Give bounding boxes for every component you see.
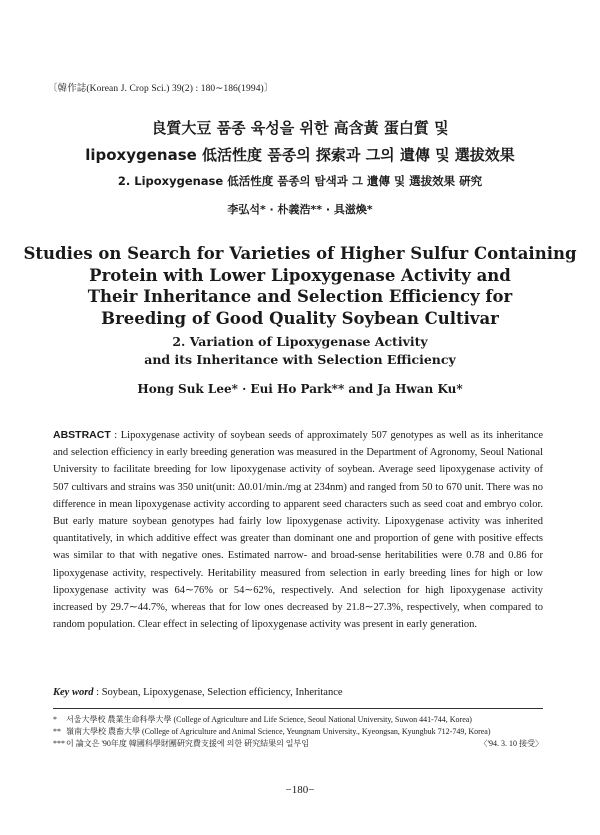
korean-title-line-1: 良質大豆 품종 육성을 위한 高含黃 蛋白質 및 <box>151 119 449 137</box>
page-number: −180− <box>285 784 315 796</box>
abstract <box>53 427 543 633</box>
received-date: 〈'94. 3. 10 接受〉 <box>479 739 543 748</box>
korean-authors: 李弘석* · 朴義浩** · 具滋煥* <box>227 203 373 216</box>
korean-subtitle: 2. Lipoxygenase 低活性度 품종의 탐색과 그 遺傳 및 選拔效果 硏究 <box>117 174 483 188</box>
footnote-item <box>53 714 543 726</box>
english-title-line-1: Studies on Search for Varieties of Higher Sulfur Containing <box>23 244 577 263</box>
keywords <box>53 687 543 698</box>
keywords-heading: Key word <box>53 687 94 698</box>
abstract-separator: : <box>110 430 121 441</box>
english-subtitle-line-2: and its Inheritance with Selection Efficiency <box>144 351 456 367</box>
footnote-mark: ** <box>53 727 61 736</box>
keywords-body: Soybean, Lipoxygenase, Selection efficiency, Inheritance <box>101 687 343 698</box>
english-title <box>0 243 600 329</box>
footnotes <box>53 714 543 750</box>
footnote-item <box>53 738 543 750</box>
abstract-heading: ABSTRACT <box>53 429 111 441</box>
abstract-body: Lipoxygenase activity of soybean seeds of approximately 507 genotypes as well as its inheritance and selection efficiency in early breeding generation was measured in the Department of Agronomy, Seoul National University to facilitate breeding for low lipoxygenase activity of soybean. Average seed lipoxygenase activity of 507 cultivars and strains was 350 unit(unit: Δ0.01/min./mg at 234nm) and ranged from 50 to 670 unit. There was no difference in mean lipoxygenase activity according to apparent seed characters such as seed coat and embryo color. But early mature soybean genotypes had fairly low lipoxygenase activity. Lipoxygenase activity was inherited quantitatively, in which additive effect was greater than dominant one and proportion of gene with positive effects was similar to that with negative ones. Estimated narrow- and broad-sense heritabilities were 0.78 and 0.86 for lipoxygenase activity, respectively. Heritability measured from selection in early breeding lines for high or low lipoxygenase activity was 64∼76% or 54∼62%, respectively. And selection for high lipoxygenase activity increased by 29.7∼44.7%, whereas that for low ones decreased by 21.8∼27.3%, respectively, when compared to random population. Clear effect in selecting of lipoxygenase activity was present in early generation. <box>53 430 543 631</box>
footnote-text: 이 論文은 '90年度 韓國科學財團硏究費支援에 의한 硏究結果의 일부임 <box>66 739 309 748</box>
keywords-separator: : <box>93 687 102 698</box>
footnote-mark: * <box>53 715 57 724</box>
english-authors: Hong Suk Lee* · Eui Ho Park** and Ja Hwan Ku* <box>137 382 463 396</box>
english-subtitle <box>0 333 600 368</box>
english-title-line-3: Their Inheritance and Selection Efficiency for <box>87 287 513 306</box>
footnote-item <box>53 726 543 738</box>
korean-title-line-2: lipoxygenase 低活性度 품종의 探索과 그의 遺傳 및 選拔效果 <box>85 146 515 164</box>
footnote-mark: *** <box>53 739 65 748</box>
footnote-divider <box>53 708 543 709</box>
english-title-line-4: Breeding of Good Quality Soybean Cultivar <box>101 308 499 328</box>
footnote-text: 嶺南大學校 農畜大學 (College of Agriculture and Animal Science, Yeungnam University., Kyeongsan, Kyungbuk 712-749, Korea) <box>66 727 491 736</box>
footnote-text: 서울大學校 農業生命科學大學 (College of Agriculture and Life Science, Seoul National University, Suwon 441-744, Korea) <box>66 715 472 724</box>
journal-citation: 〔韓作誌(Korean J. Crop Sci.) 39(2) : 180∼186(1994)〕 <box>48 84 274 94</box>
english-title-line-2: Protein with Lower Lipoxygenase Activity and <box>89 265 511 285</box>
english-subtitle-line-1: 2. Variation of Lipoxygenase Activity <box>172 334 428 349</box>
